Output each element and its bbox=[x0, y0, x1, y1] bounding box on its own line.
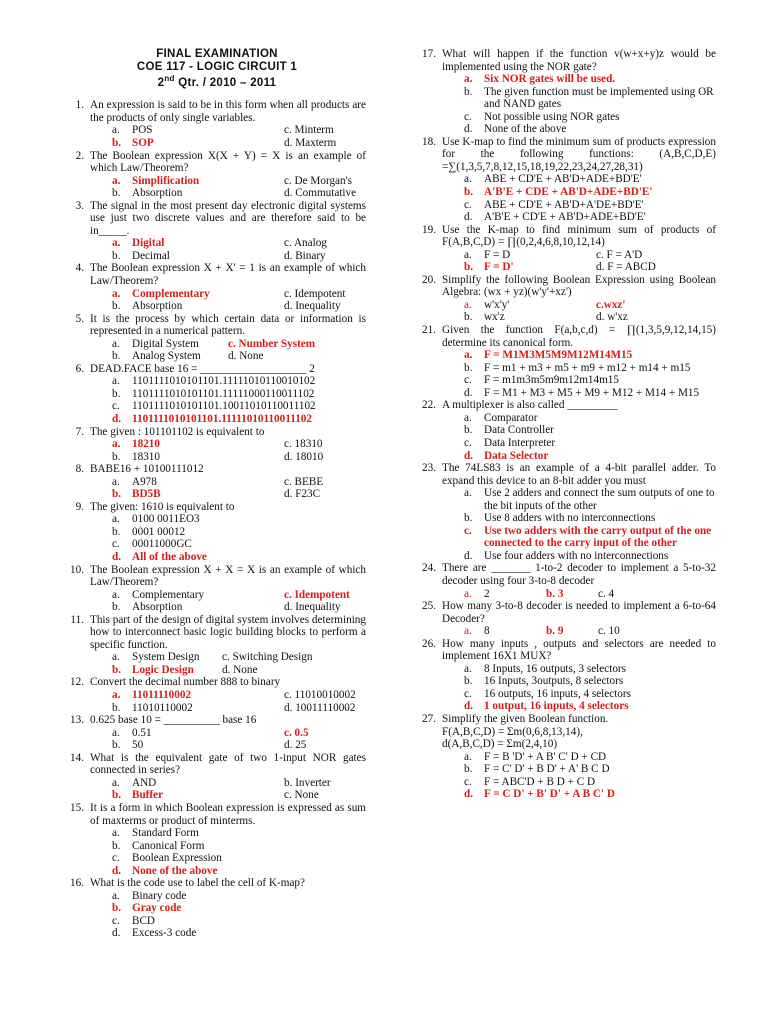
answer: Gray code bbox=[132, 902, 182, 915]
question-10: 10. The Boolean expression X + X = X is an example of which Law/Theorem? a. Complementary c. Idempotent b. Absorption d. Inequality bbox=[70, 563, 366, 614]
question-26: 26. How many inputs , outputs and selectors are needed to implement 16X1 MUX? a. 8 Inputs, 16 outputs, 3 selectors b. 16 Inputs, 3outputs, 8 selectors c. 16 outputs, 16 inputs, 4 selectors d. 1 output, 16 inputs, 4 selectors bbox=[422, 637, 716, 713]
question-18: 18. Use K-map to find the minimum sum of products expression for the following functions: (A,B,C,D,E) =∑(1,3,5,7,8,12,15,18,19,22,23,24,27,28,31) a. ABE + CD'E + AB'D+ADE+BD'E' b. A'B'E + CDE + AB'D+ADE+BD'E' c. ABE + CD'E + AB'D+A'DE+BD'E' d. A'B'E + CD'E + AB'D+ADE+BD'E' bbox=[422, 135, 716, 224]
answer: c. 0.5 bbox=[284, 726, 309, 739]
question-22: 22. A multiplexer is also called _________ a. Comparator b. Data Controller c. Data Interpreter d. Data Selector bbox=[416, 399, 716, 462]
answer: b. 9 bbox=[546, 625, 564, 638]
answer: Simplification bbox=[132, 174, 200, 187]
question-1: 1. An expression is said to be in this form when all products are the products of only single variables. a. POS c. Minterm b. SOP d. Maxterm bbox=[75, 99, 366, 149]
question-27: 27. Simplify the given Boolean function. F(A,B,C,D) = Σm(0,6,8,13,14), d(A,B,C,D) = Σm(2,4,10) a. F = B 'D' + A B' C' D + CD b. F = C' D' + B D' + A' B C D c. F = ABC'D + B D + C D d. F = C D' + B' D' + A B C' D bbox=[416, 713, 716, 801]
question-text: An expression is said to be in this form when all products are the products of only single variables. bbox=[90, 99, 366, 124]
question-17: 17. What will happen if the function v(w+x+y)z would be implemented using the NOR gate? a. Six NOR gates will be used. b. The given function must be implemented using OR and NAND gates c. Not possible using NOR gates d. None of the above bbox=[422, 48, 716, 136]
question-5: 5. It is the process by which certain data or information is represented in a numerical pattern. a. Digital System c. Number System b. Analog System d. None bbox=[75, 312, 366, 363]
answer: c.wxz' bbox=[596, 298, 626, 311]
answer: c. Number System bbox=[228, 337, 316, 350]
question-23: 23. The 74LS83 is an example of a 4-bit parallel adder. To expand this device to an 8-bit adder you must a. Use 2 adders and connect the sum outputs of one to the bit inputs of the other b. Use 8 adders with no interconnections c. Use two adders with the carry output of the one connected to the carry input of the other d. Use four adders with no interconnections bbox=[422, 462, 716, 562]
answer: BD5B bbox=[132, 488, 161, 501]
answer: 1 output, 16 inputs, 4 selectors bbox=[484, 700, 629, 713]
question-7: 7. The given : 101101102 is equivalent to a. 18210 c. 18310 b. 18310 d. 18010 bbox=[75, 425, 324, 463]
exam-title: FINAL EXAMINATION bbox=[156, 48, 278, 60]
question-15: 15. It is a form in which Boolean expression is expressed as sum of maxterms or product of minterms. a. Standard Form b. Canonical Form c. Boolean Expression d. None of the above bbox=[70, 801, 366, 877]
right-column bbox=[416, 48, 716, 801]
question-4: 4. The Boolean expression X + X' = 1 is an example of which Law/Theorem? a. Complementary c. Idempotent b. Absorption d. Inequality bbox=[75, 262, 366, 313]
answer: F = D' bbox=[484, 261, 514, 274]
answer: F = C D' + B' D' + A B C' D bbox=[484, 788, 615, 801]
question-3: 3. The signal in the most present day electronic digital systems use just two discrete values and are therefore said to be in_____. a. Digital c. Analog b. Decimal d. Binary bbox=[75, 199, 366, 262]
question-19: 19. Use the K-map to find minimum sum of products of F(A,B,C,D) = ∏(0,2,4,6,8,10,12,14) a. F = D c. F = A'D b. F = D' d. F = ABCD bbox=[422, 223, 716, 274]
question-25: 25. How many 3-to-8 decoder is needed to implement a 6-to-64 Decoder? a. 8 b. 9 c. 10 bbox=[422, 600, 716, 638]
question-12: 12. Convert the decimal number 888 to binary a. 11011110002 c. 11010010002 b. 11010110002 d. 10011110002 bbox=[70, 676, 356, 714]
answer: Use two adders with the carry output of the one connected to the carry input of the other bbox=[484, 524, 712, 550]
question-14: 14. What is the equivalent gate of two 1-input NOR gates connected in series? a. AND b. Inverter b. Buffer c. None bbox=[70, 751, 366, 802]
question-2: 2. The Boolean expression X(X + Y) = X is an example of which Law/Theorem? a. Simplification c. De Morgan's b. Absorption d. Commutative bbox=[75, 149, 366, 200]
answer: Logic Design bbox=[132, 663, 194, 676]
answer: 18210 bbox=[132, 438, 160, 451]
question-24: 24. There are _______ 1-to-2 decoder to implement a 5-to-32 decoder using four 3-to-8 decoder a. 2 b. 3 c. 4 bbox=[422, 562, 716, 600]
course-title: COE 117 - LOGIC CIRCUIT 1 bbox=[136, 60, 298, 73]
answer: Buffer bbox=[132, 789, 164, 802]
question-16: 16. What is the code use to label the cell of K-map? a. Binary code b. Gray code c. BCD d. Excess-3 code bbox=[64, 877, 366, 940]
answer: F = M1M3M5M9M12M14M15 bbox=[484, 349, 633, 362]
answer: Complementary bbox=[132, 287, 210, 300]
answer: b. 3 bbox=[546, 587, 564, 600]
answer: Data Selector bbox=[484, 449, 549, 462]
answer: Six NOR gates will be used. bbox=[484, 73, 616, 86]
question-20: 20. Simplify the following Boolean Expression using Boolean Algebra: (wx + yz)(w'y'+xz') a. w'x'y' c.wxz' b. wx'z d. w'xz bbox=[422, 273, 716, 324]
question-8: 8. BABE16 + 10100111012 a. A978 c. BEBE b. BD5B d. F23C bbox=[75, 463, 324, 501]
left-column bbox=[64, 48, 366, 940]
question-9: 9. The given: 1610 is equivalent to a. 0100 0011EO3 b. 0001 00012 c. 00011000GC d. All of the above bbox=[64, 501, 366, 564]
answer: 11011110002 bbox=[132, 689, 192, 702]
answer: None of the above bbox=[132, 864, 218, 877]
answer: A'B'E + CDE + AB'D+ADE+BD'E' bbox=[484, 186, 653, 199]
question-6: 6. DEAD.FACE base 16 = ___________________ 2 a. 1101111010101101.11111010110010102 b. 1101111010101101.11111000110011102 c. 1101111010101101.10011010110011102 d. 1101111010101101.11111010110011102 bbox=[64, 363, 366, 426]
question-21: 21. Given the function F(a,b,c,d) = ∏(1,3,5,9,12,14,15) determine its canonical form. a. F = M1M3M5M9M12M14M15 b. F = m1 + m3 + m5 + m9 + m12 + m14 + m15 c. F = m1m3m5m9m12m14m15 d. F = M1 + M3 + M5 + M9 + M12 + M14 + M15 bbox=[422, 324, 716, 399]
answer: 1101111010101101.11111010110011102 bbox=[132, 413, 312, 425]
answer: Digital bbox=[132, 237, 165, 250]
quarter-label: 2nd Qtr. / 2010 – 2011 bbox=[157, 74, 277, 89]
answer: c. Idempotent bbox=[284, 588, 350, 601]
question-11: 11. This part of the design of digital system involves determining how to interconnect basic logic building blocks to perform a specific function. a. System Design c. Switching Design b. Logic Design d. None bbox=[70, 613, 366, 676]
answer: SOP bbox=[132, 136, 154, 149]
answer: All of the above bbox=[132, 551, 207, 564]
question-13: 13. 0.625 base 10 = __________ base 16 a. 0.51 c. 0.5 b. 50 d. 25 bbox=[64, 714, 366, 752]
